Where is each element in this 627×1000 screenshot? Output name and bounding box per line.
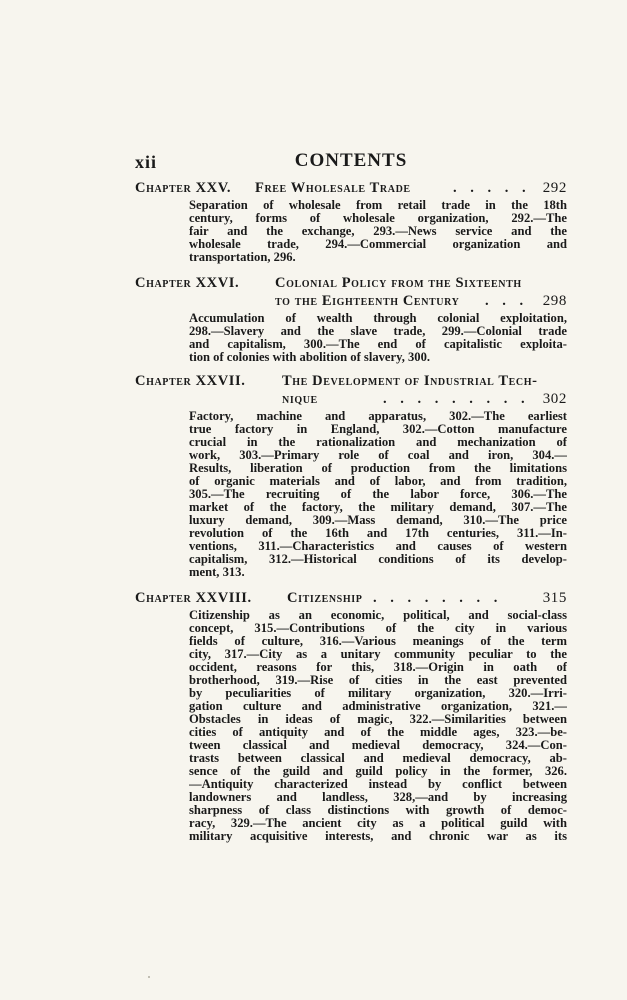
summary-line: Results, liberation of production from the limitations: [189, 462, 567, 475]
chapter-label: Chapter XXV.: [135, 180, 232, 196]
summary-line: tion of colonies with abolition of slavery, 300.: [189, 351, 431, 364]
dot-leader: . . . . . . . .: [373, 590, 503, 606]
summary-line: sence of the guild and guild policy in the former, 326.: [189, 765, 567, 778]
summary-line: ment, 313.: [189, 566, 245, 579]
chapter-heading: [135, 180, 567, 198]
summary-line: and capitalism, 300.—The end of capitalistic exploita-: [189, 338, 567, 351]
chapter-page-number: 292: [542, 180, 567, 196]
summary-line: capitalism, 312.—Historical conditions of its develop-: [189, 553, 567, 566]
summary-line: Separation of wholesale from retail trade in the 18th: [189, 199, 567, 212]
summary-line: of organic materials and of labor, and from tradition,: [189, 475, 567, 488]
chapter-label: Chapter XXVIII.: [135, 590, 252, 606]
summary-line: ventions, 311.—Characteristics and causes of western: [189, 540, 567, 553]
chapter-summary: [189, 312, 567, 364]
chapter-heading: [135, 590, 567, 608]
chapter-entry-xxvi: [135, 275, 567, 364]
summary-line: crucial in the rationalization and mechanization of: [189, 436, 567, 449]
summary-line: city, 317.—City as a unitary community peculiar to the: [189, 648, 567, 661]
running-head: [135, 150, 567, 174]
dot-leader: . . . . . . . . .: [383, 391, 530, 407]
summary-line: wholesale trade, 294.—Commercial organization and: [189, 238, 567, 251]
chapter-heading: [135, 275, 567, 293]
summary-line: luxury demand, 309.—Mass demand, 310.—The price: [189, 514, 567, 527]
summary-line: work, 303.—Primary role of coal and iron, 304.—: [189, 449, 567, 462]
summary-line: racy, 329.—The ancient city as a political guild with: [189, 817, 567, 830]
chapter-summary: [189, 410, 567, 579]
chapter-entry-xxviii: [135, 590, 567, 843]
summary-line: 305.—The recruiting of the labor force, 306.—The: [189, 488, 567, 501]
chapter-title: The Development of Industrial Tech-: [282, 373, 538, 389]
page-title: CONTENTS: [294, 150, 408, 171]
summary-line: true factory in England, 302.—Cotton manufacture: [189, 423, 567, 436]
chapter-title: Citizenship: [287, 590, 363, 606]
summary-line: landowners and landless, 328,—and by increasing: [189, 791, 567, 804]
summary-line: concept, 315.—Contributions of the city in various: [189, 622, 567, 635]
summary-line: tween classical and medieval democracy, 324.—Con-: [189, 739, 567, 752]
summary-line: Factory, machine and apparatus, 302.—The earliest: [189, 410, 567, 423]
summary-line: trasts between classical and medieval democracy, ab-: [189, 752, 567, 765]
dot-leader: . . .: [485, 293, 529, 309]
summary-line: fields of culture, 316.—Various meanings of the term: [189, 635, 567, 648]
summary-line: gation culture and administrative organization, 321.—: [189, 700, 567, 713]
summary-line: transportation, 296.: [189, 251, 296, 264]
chapter-title: Colonial Policy from the Sixteenth: [275, 275, 522, 291]
summary-line: sharpness of class distinctions with growth of democ-: [189, 804, 567, 817]
page-number: xii: [135, 152, 158, 172]
summary-line: Accumulation of wealth through colonial exploitation,: [189, 312, 567, 325]
summary-line: 298.—Slavery and the slave trade, 299.—Colonial trade: [189, 325, 567, 338]
dot-leader: . . . . .: [453, 180, 531, 196]
chapter-page-number: 302: [542, 391, 567, 407]
summary-line: —Antiquity characterized instead by conflict between: [189, 778, 567, 791]
summary-line: century, forms of wholesale organization, 292.—The: [189, 212, 567, 225]
summary-line: fair and the exchange, 293.—News service and the: [189, 225, 567, 238]
chapter-summary: [189, 199, 567, 264]
chapter-heading-continued: [135, 293, 567, 311]
chapter-entry-xxvii: [135, 373, 567, 579]
chapter-label: Chapter XXVII.: [135, 373, 246, 389]
chapter-summary: [189, 609, 567, 843]
summary-line: revolution of the 16th and 17th centuries, 311.—In-: [189, 527, 567, 540]
chapter-title: Free Wholesale Trade: [255, 180, 411, 196]
paper-speck: [148, 976, 150, 978]
chapter-heading-continued: [135, 391, 567, 409]
summary-line: market of the factory, the military demand, 307.—The: [189, 501, 567, 514]
chapter-title-continued: nique: [282, 391, 318, 407]
chapter-entry-xxv: [135, 180, 567, 264]
summary-line: by peculiarities of military organization, 320.—Irri-: [189, 687, 567, 700]
chapter-heading: [135, 373, 567, 391]
summary-line: brotherhood, 319.—Rise of cities in the east prevented: [189, 674, 567, 687]
chapter-page-number: 298: [542, 293, 567, 309]
summary-line: Obstacles in ideas of magic, 322.—Similarities between: [189, 713, 567, 726]
chapter-title-continued: to the Eighteenth Century: [275, 293, 460, 309]
summary-line: occident, reasons for this, 318.—Origin in oath of: [189, 661, 567, 674]
summary-line: cities of antiquity and of the middle ages, 323.—be-: [189, 726, 567, 739]
summary-line: military acquisitive interests, and chronic war as its: [189, 830, 567, 843]
chapter-label: Chapter XXVI.: [135, 275, 240, 291]
chapter-page-number: 315: [542, 590, 567, 606]
summary-line: Citizenship as an economic, political, and social-class: [189, 609, 567, 622]
